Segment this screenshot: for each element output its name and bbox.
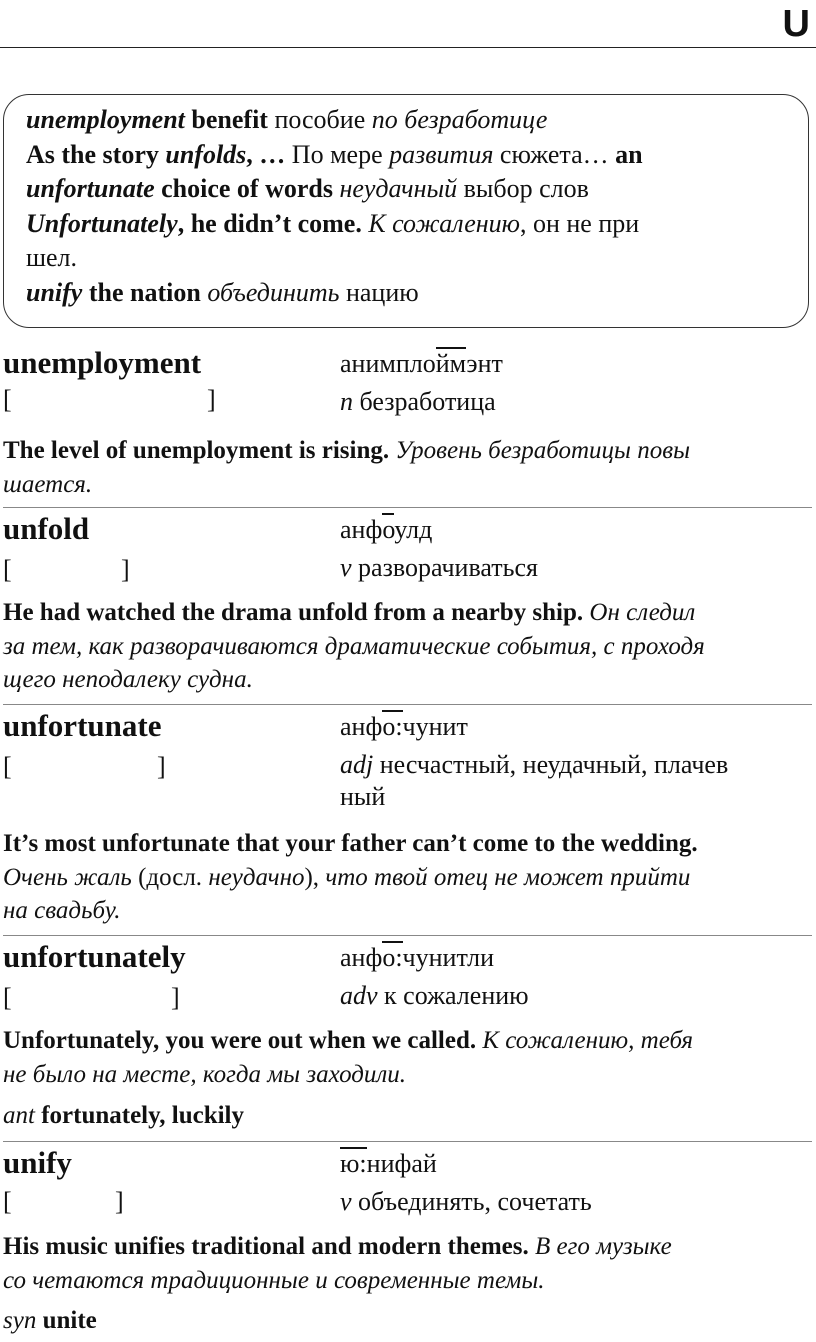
ipa-close: ]: [171, 983, 180, 1012]
meaning: объединять, сочетать: [351, 1187, 592, 1216]
section-letter: U: [782, 3, 810, 45]
transcription: [340, 942, 529, 974]
ipa-open: [: [3, 752, 12, 781]
synonyms: [3, 1306, 97, 1336]
phrase-text: , …: [246, 139, 286, 169]
stress-mark: йм: [435, 349, 467, 378]
part-of-speech: v: [340, 553, 352, 582]
example-russian: Очень жаль: [3, 863, 132, 891]
phrase-translation: , он не при: [519, 208, 640, 238]
example-russian: со четаются традиционные и современные темы.: [3, 1266, 545, 1294]
phrase-translation-italic: развития: [389, 139, 494, 169]
right-column: [340, 711, 728, 813]
phrase-translation: нацию: [339, 277, 419, 307]
example-russian: неудачно: [208, 863, 305, 891]
part-of-speech: n: [340, 387, 353, 416]
part-of-speech: adv: [340, 981, 378, 1010]
transcription: [340, 711, 728, 743]
headword: unfold: [3, 511, 90, 546]
phrase-text: choice of words: [154, 174, 333, 204]
transcription-part: анф: [340, 943, 383, 972]
phrase-line-3: [26, 172, 790, 207]
example-english: Unfortunately, you were out when we called.: [3, 1027, 477, 1054]
meaning-line: [340, 749, 728, 781]
part-of-speech: v: [340, 1187, 352, 1216]
transcription: [340, 514, 538, 546]
example-russian: на свадьбу.: [3, 897, 121, 924]
right-column: [340, 1148, 592, 1218]
example-russian: В его музыке: [528, 1233, 672, 1260]
example-russian: шается.: [3, 470, 93, 498]
transcription-part: улд: [394, 515, 433, 544]
phrase-translation-italic: К сожалению: [361, 208, 520, 238]
phrase-text: benefit: [184, 105, 268, 134]
part-of-speech: adj: [340, 750, 374, 779]
right-column: [340, 514, 538, 584]
phrase-text: , he didn’t come.: [177, 208, 362, 238]
relation-words: fortunately, luckily: [34, 1102, 244, 1129]
right-column: [340, 348, 503, 418]
example: [3, 1024, 812, 1091]
meaning: разворачиваться: [351, 553, 538, 582]
example: [3, 1230, 812, 1297]
example-english: He had watched the drama unfold from a nearby ship.: [3, 599, 584, 626]
meaning-line: [340, 980, 529, 1012]
ipa-open: [: [3, 385, 12, 414]
meaning-line-continued: [340, 781, 728, 813]
phrase-text: the nation: [82, 277, 201, 307]
example: [3, 434, 812, 501]
ipa-open: [: [3, 983, 12, 1012]
entry-unfortunate: [3, 704, 812, 933]
ipa-close: ]: [157, 752, 166, 781]
example-russian: не было на месте, когда мы заходили.: [3, 1060, 407, 1088]
meaning: несчастный, неудачный, плачев: [373, 750, 729, 779]
ipa-close: ]: [115, 1187, 124, 1216]
headword: unfortunate: [3, 708, 162, 743]
relation-label: syn: [3, 1307, 37, 1334]
meaning-line: [340, 386, 503, 418]
phrase-line-4: [26, 207, 790, 242]
phrase-translation-italic: неудачный: [332, 174, 458, 204]
phrase-translation: По мере: [285, 139, 390, 169]
entry-unfold: [3, 507, 812, 698]
transcription-part: анф: [340, 515, 383, 544]
phrase-translation-italic: по безработице: [371, 105, 548, 134]
entry-unify: [3, 1141, 812, 1342]
transcription: [340, 348, 503, 380]
transcription-part: чунит: [402, 712, 468, 741]
phrase-translation: пособие: [267, 105, 372, 134]
transcription-part: нифай: [366, 1149, 437, 1178]
transcription-part: анф: [340, 712, 383, 741]
phrase-translation: шел.: [26, 243, 78, 273]
entry-unemployment: [3, 346, 812, 496]
example-english: The level of unemployment is rising.: [3, 437, 390, 464]
headword: unfortunately: [3, 939, 186, 974]
antonyms: [3, 1101, 244, 1131]
ipa-close: ]: [121, 555, 130, 584]
transcription-part: чунитли: [402, 943, 495, 972]
example: [3, 596, 812, 697]
phrase-line-2: [26, 138, 790, 173]
stress-mark: о:: [382, 712, 403, 741]
stress-mark: о:: [382, 943, 403, 972]
ipa-close: ]: [207, 385, 216, 414]
example-russian: за тем, как разворачиваются драматические события, с проходя: [3, 632, 705, 660]
entry-unfortunately: [3, 935, 812, 1138]
relation-words: unite: [36, 1307, 97, 1334]
phrase-line-6: [26, 276, 790, 311]
example-russian-plain: ),: [304, 863, 326, 891]
phrase-text: an: [608, 139, 643, 169]
ipa-open: [: [3, 555, 12, 584]
example-english: His music unifies traditional and modern themes.: [3, 1233, 529, 1260]
example-english: It’s most unfortunate that your father can’t come to the wedding.: [3, 830, 698, 857]
stress-mark: ю:: [340, 1149, 367, 1178]
phrase-box: [3, 94, 809, 328]
phrase-translation: сюжета…: [493, 139, 609, 169]
example-russian-plain: (досл.: [131, 863, 209, 891]
transcription-part: анимпло: [340, 349, 436, 378]
phrase-term: unfolds: [165, 139, 247, 169]
meaning: безработица: [353, 387, 496, 416]
phrase-term: unify: [26, 277, 83, 307]
phrase-translation-italic: объединить: [200, 277, 340, 307]
example-russian: Уровень безработицы повы: [389, 437, 691, 464]
example-russian: что твой отец не может прийти: [325, 863, 691, 891]
headword: unemployment: [3, 345, 202, 380]
meaning: ный: [340, 782, 386, 811]
transcription-part: энт: [466, 349, 503, 378]
stress-mark: о: [382, 515, 395, 544]
transcription: [340, 1148, 592, 1180]
phrase-term: Unfortunately: [26, 208, 178, 238]
example-russian: К сожалению, тебя: [476, 1027, 694, 1054]
phrase-term: unfortunate: [26, 174, 155, 204]
meaning: к сожалению: [377, 981, 529, 1010]
relation-label: ant: [3, 1102, 35, 1129]
example: [3, 827, 812, 928]
phrase-text: As the story: [26, 139, 166, 169]
meaning-line: [340, 552, 538, 584]
example-russian: Он следил: [583, 599, 696, 626]
meaning-line: [340, 1186, 592, 1218]
phrase-line-5: [26, 241, 790, 276]
headword: unify: [3, 1145, 72, 1180]
phrase-translation: выбор слов: [457, 174, 589, 204]
right-column: [340, 942, 529, 1012]
top-rule: [0, 47, 816, 48]
phrase-line-1: [26, 103, 790, 138]
phrase-term: unemployment: [26, 105, 185, 134]
ipa-open: [: [3, 1187, 12, 1216]
example-russian: щего неподалеку судна.: [3, 666, 253, 693]
